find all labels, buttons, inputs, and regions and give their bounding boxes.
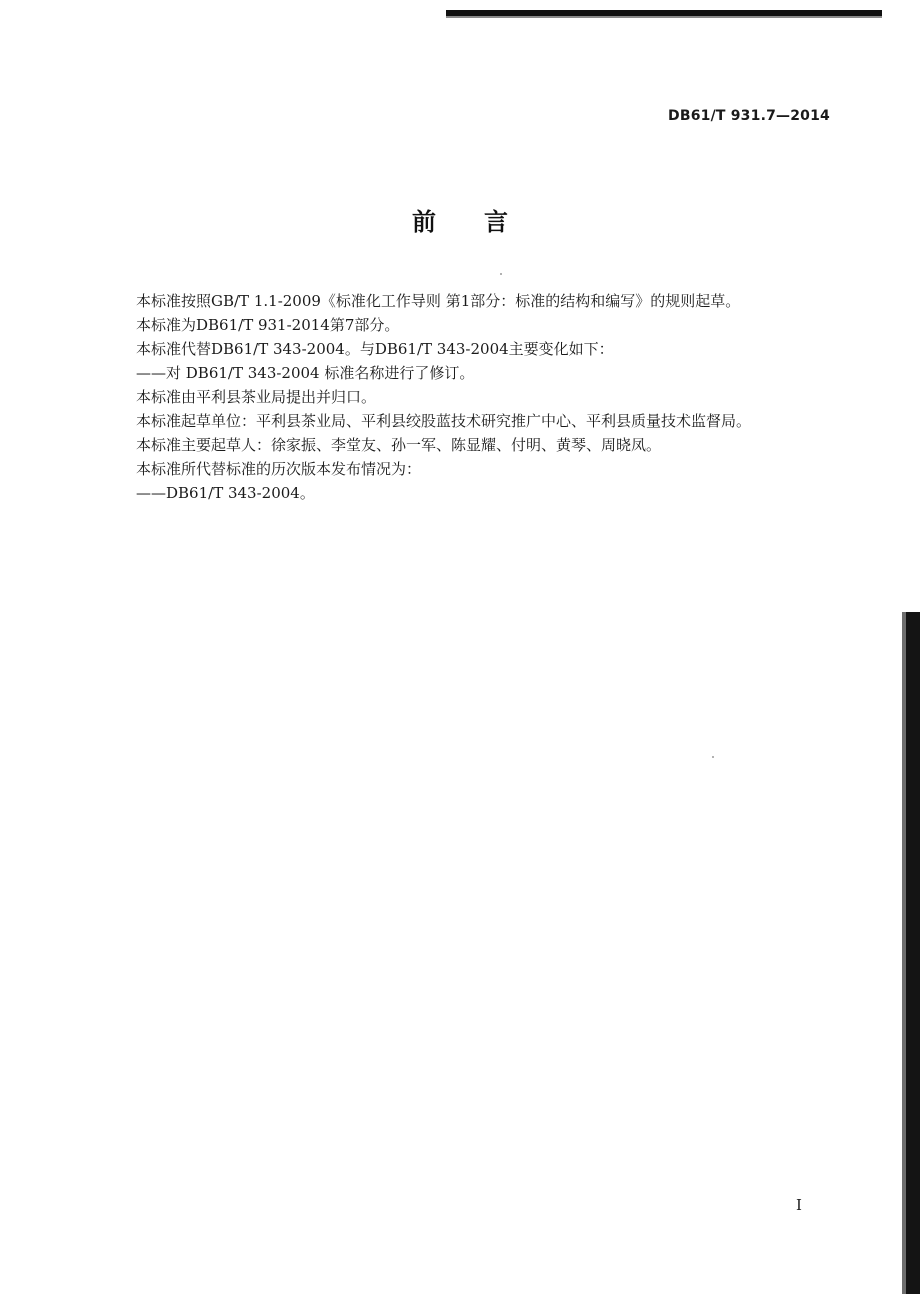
body-line-part-number: 本标准为DB61/T 931-2014第7部分。 [136, 316, 400, 334]
scan-speck [500, 273, 502, 275]
document-code: DB61/T 931.7—2014 [668, 108, 830, 124]
body-line-replaces: 本标准代替DB61/T 343-2004。与DB61/T 343-2004主要变化如下： [136, 340, 614, 358]
body-line-proposer: 本标准由平利县茶业局提出并归口。 [136, 388, 377, 406]
body-line-history-item: ——DB61/T 343-2004。 [136, 484, 315, 502]
scan-right-edge [906, 612, 920, 1294]
scan-top-border-shadow [446, 16, 882, 18]
scan-right-edge-shadow [902, 612, 906, 1294]
foreword-body [136, 289, 816, 505]
body-line-history-intro: 本标准所代替标准的历次版本发布情况为： [136, 460, 422, 478]
scan-speck [712, 756, 714, 758]
body-line-drafting-units: 本标准起草单位：平利县茶业局、平利县绞股蓝技术研究推广中心、平利县质量技术监督局。 [136, 412, 752, 430]
body-line-drafters: 本标准主要起草人：徐家振、李堂友、孙一军、陈显耀、付明、黄琴、周晓凤。 [136, 436, 662, 454]
page-number: I [796, 1196, 802, 1214]
body-line-change-item: ——对 DB61/T 343-2004 标准名称进行了修订。 [136, 364, 475, 382]
page-title: 前言 [412, 208, 556, 236]
body-line-drafting-rules: 本标准按照GB/T 1.1-2009《标准化工作导则 第1部分：标准的结构和编写》的规则起草。 [136, 292, 741, 310]
